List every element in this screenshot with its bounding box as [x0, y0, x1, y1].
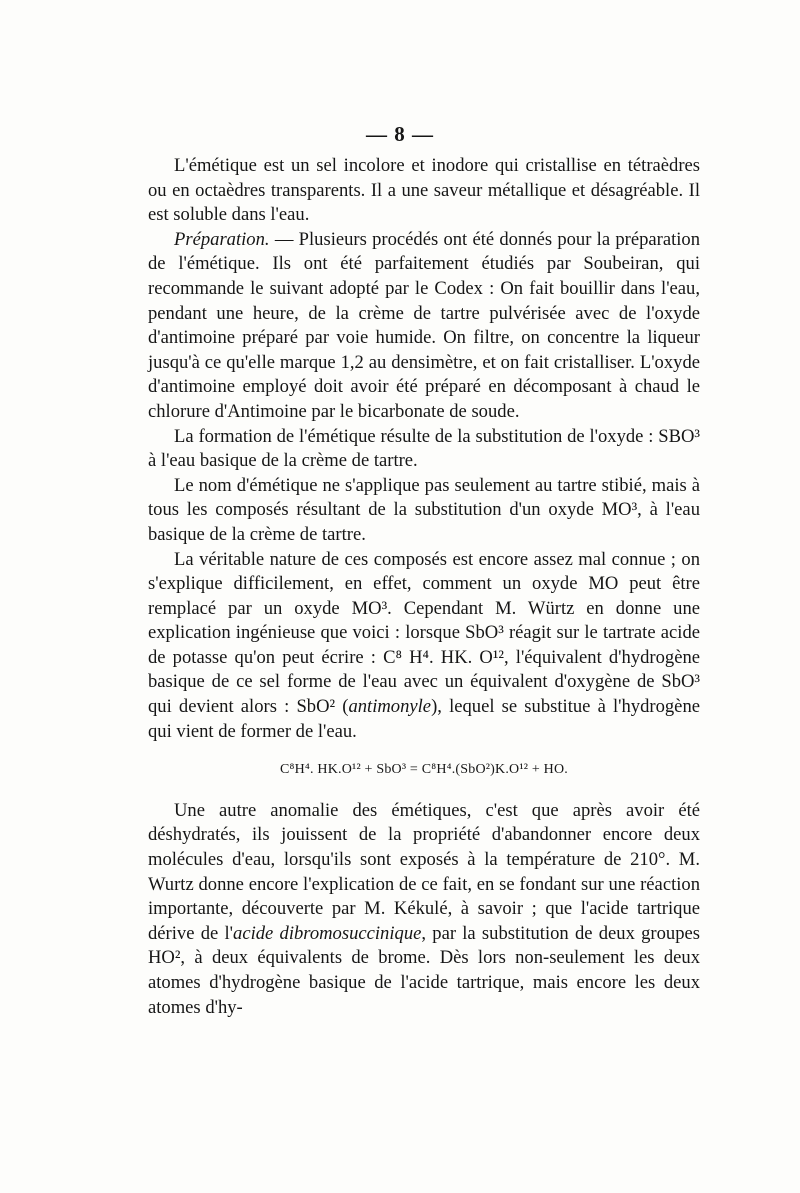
- paragraph-6: [148, 799, 700, 1020]
- term-antimonyle: antimonyle: [348, 696, 432, 718]
- paragraph-5-text: La véritable nature de ces composés est encore assez mal connue ; on s'explique difficilement, en effet, comment un oxyde MO peut être remplacé par un oxyde MO³. Cependant M. Würtz en donne une explication ingénieuse que voici : lorsque SbO³ réagit sur le tartrate acide de potasse qu'on peut écrire : C⁸ H⁴. HK. O¹², l'équivalent d'hydrogène basique de ce sel forme de l'eau avec un équivalent d'oxygène de SbO³ qui devient alors : SbO² (: [148, 548, 700, 718]
- body-text: [148, 154, 700, 1020]
- page-number: — 8 —: [366, 122, 434, 146]
- paragraph-6-text: Une autre anomalie des émétiques, c'est que après avoir été déshydratés, ils jouissent de la propriété d'abandonner encore deux molécules d'eau, lorsqu'ils sont exposés à la température de 210°. M. Wurtz donne encore l'explication de ce fait, en se fondant sur une réaction importante, découverte par M. Kékulé, à savoir ; que l'acide tartrique dérive de l': [148, 799, 700, 944]
- paragraph-1: L'émétique est un sel incolore et inodore qui cristallise en tétraèdres ou en octaèdres transparents. Il a une saveur métallique et désagréable. Il est soluble dans l'eau.: [148, 155, 700, 226]
- chemical-formula: C⁸H⁴. HK.O¹² + SbO³ = C⁸H⁴.(SbO²)K.O¹² + HO.: [280, 762, 568, 778]
- term-acide-dibromosuccinique: acide dibromosuccinique: [233, 922, 422, 944]
- section-heading-preparation: Préparation.: [174, 228, 270, 250]
- paragraph-4: Le nom d'émétique ne s'applique pas seulement au tartre stibié, mais à tous les composés résultant de la substitution d'un oxyde MO³, à l'eau basique de la crème de tartre.: [148, 474, 700, 545]
- paragraph-2-text: — Plusieurs procédés ont été donnés pour la préparation de l'émétique. Ils ont été parfaitement étudiés par Soubeiran, qui recommande le suivant adopté par le Codex : On fait bouillir dans l'eau, pendant une heure, de la crème de tartre pulvérisée avec de l'oxyde d'antimoine préparé par voie humide. On filtre, on concentre la liqueur jusqu'à ce qu'elle marque 1,2 au densimètre, et on fait cristalliser. L'oxyde d'antimoine employé doit avoir été préparé en décomposant à chaud le chlorure d'Antimoine par le bicarbonate de soude.: [148, 228, 700, 422]
- paragraph-5-end: ), lequel se substitue à l'hydrogène qui vient de former de l'eau.: [148, 696, 700, 742]
- paragraph-6-end: , par la substitution de deux groupes HO², à deux équivalents de brome. Dès lors non-seulement les deux atomes d'hydrogène basique de l'acide tartrique, mais encore les deux atomes d'hy-: [148, 922, 700, 1018]
- paragraph-3: La formation de l'émétique résulte de la substitution de l'oxyde : SBO³ à l'eau basique de la crème de tartre.: [148, 425, 700, 472]
- paragraph-5: [148, 548, 700, 745]
- paragraph-2: [148, 228, 700, 425]
